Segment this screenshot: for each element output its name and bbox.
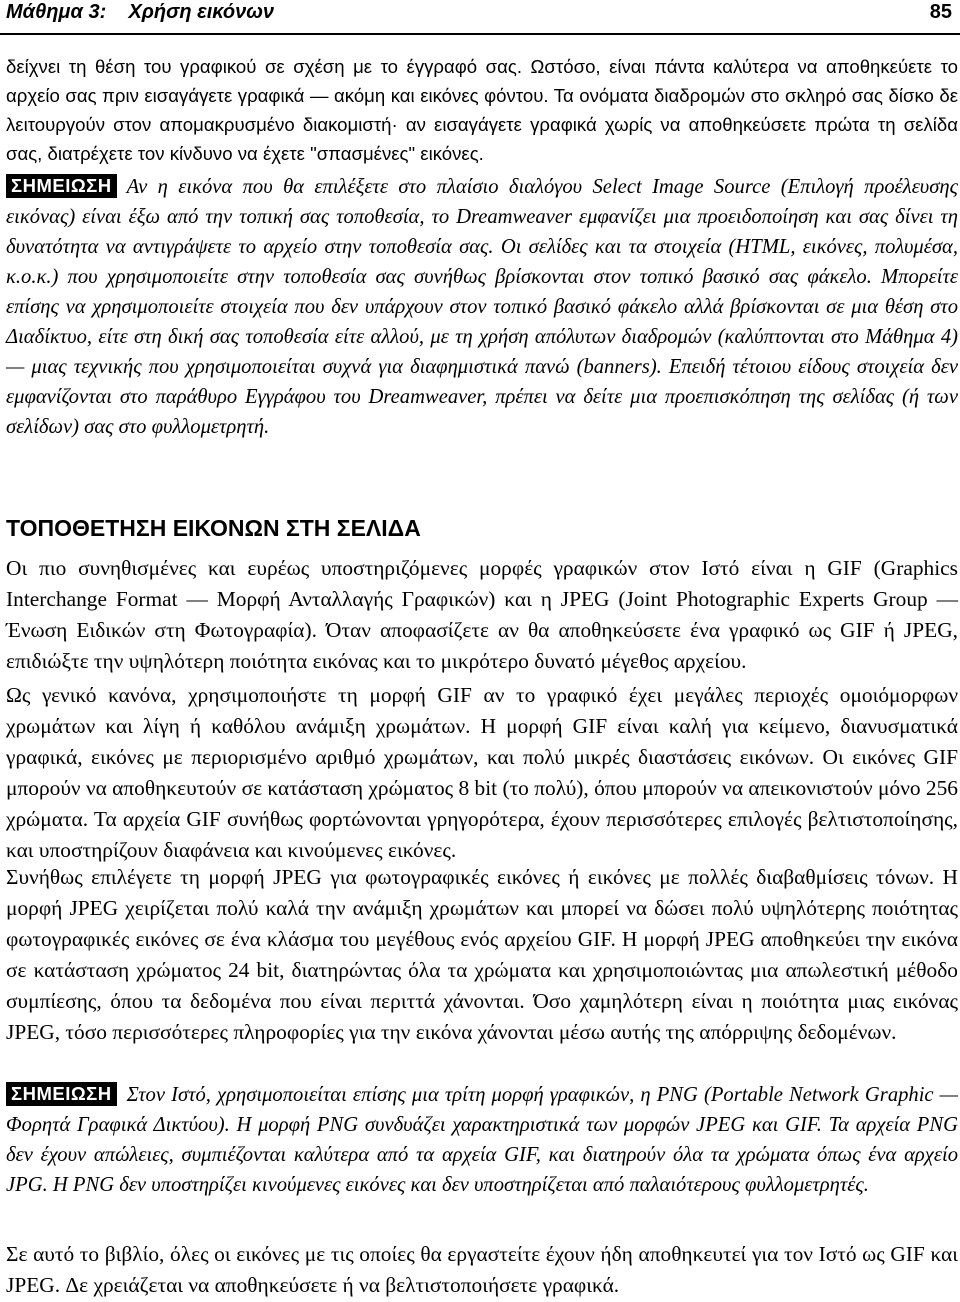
note-badge: ΣΗΜΕΙΩΣΗ: [6, 1082, 117, 1106]
header-rule: [0, 33, 960, 35]
chapter-title: Μάθημα 3: Χρήση εικόνων: [6, 1, 275, 23]
note-one: [6, 172, 958, 442]
page-number: 85: [929, 1, 952, 23]
note-two-text: Στον Ιστό, χρησιμοποιείται επίσης μια τρίτη μορφή γραφικών, η PNG (Portable Network Graphic — Φορητά Γραφικά Δικτύου). Η μορφή PNG συνδυάζει χαρακτηριστικά των μορφών JPEG και GIF. Τα αρχεία PNG δεν έχουν απώλειες, συμπιέζονται καλύτερα από τα αρχεία GIF, και διατηρούν όλα τα χρώματα όπως ένα αρχείο JPG. Η PNG δεν υποστηρίζει κινούμενες εικόνες και δεν υποστηρίζεται από παλαιότερους φυλλομετρητές.: [6, 1084, 958, 1196]
closing-paragraph: Σε αυτό το βιβλίο, όλες οι εικόνες με τις οποίες θα εργαστείτε έχουν ήδη αποθηκευτεί για τον Ιστό ως GIF και JPEG. Δε χρειάζεται να αποθηκεύσετε ή να βελτιστοποιήσετε γραφικά.: [6, 1242, 958, 1297]
intro-paragraph: δείχνει τη θέση του γραφικού σε σχέση με το έγγραφό σας. Ωστόσο, είναι πάντα καλύτερα να αποθηκεύετε το αρχείο σας πριν εισαγάγετε γραφικά — ακόμη και εικόνες φόντου. Τα ονόματα διαδρομών στο σκληρό σας δίσκο δε λειτουργούν στον απομακρυσμένο διακομιστή· αν εισαγάγετε γραφικά χωρίς να αποθηκεύσετε πρώτα τη σελίδα σας, διατρέχετε τον κίνδυνο να έχετε "σπασμένες" εικόνες.: [6, 56, 958, 164]
body-paragraph: Οι πιο συνηθισμένες και ευρέως υποστηριζόμενες μορφές γραφικών στον Ιστό είναι η GIF (Graphics Interchange Format — Μορφή Ανταλλαγής Γραφικών) και η JPEG (Joint Photographic Experts Group — Ένωση Ειδικών στη Φωτογραφία). Όταν αποφασίζετε αν θα αποθηκεύσετε ένα γραφικό ως GIF ή JPEG, επιδιώξτε την υψηλότερη ποιότητα εικόνας και το μικρότερο δυνατό μέγεθος αρχείου.: [6, 556, 958, 673]
note-badge: ΣΗΜΕΙΩΣΗ: [6, 174, 117, 198]
body-paragraph: Ως γενικό κανόνα, χρησιμοποιήστε τη μορφή GIF αν το γραφικό έχει μεγάλες περιοχές ομοιόμορφων χρωμάτων και λίγη ή καθόλου ανάμιξη χρωμάτων. Η μορφή GIF είναι καλή για κείμενο, διανυσματικά γραφικά, εικόνες με περιορισμένο αριθμό χρωμάτων, και πολύ μικρές διαστάσεις εικόνων. Οι εικόνες GIF μπορούν να αποθηκευτούν σε κατάσταση χρώματος 8 bit (το πολύ), όπου μπορούν να απεικονιστούν μόνο 256 χρώματα. Τα αρχεία GIF συνήθως φορτώνονται γρηγορότερα, έχουν περισσότερες επιλογές βελτιστοποίησης, και υποστηρίζουν διαφάνεια και κινούμενες εικόνες.: [6, 683, 958, 862]
page-header: [6, 0, 952, 32]
note-two: [6, 1080, 958, 1200]
section-heading: ΤΟΠΟΘΕΤΗΣΗ ΕΙΚΟΝΩΝ ΣΤΗ ΣΕΛΙΔΑ: [6, 515, 421, 541]
body-paragraph: Συνήθως επιλέγετε τη μορφή JPEG για φωτογραφικές εικόνες ή εικόνες με πολλές διαβαθμίσεις τόνων. Η μορφή JPEG χειρίζεται πολύ καλά την ανάμιξη χρωμάτων και μπορεί να δώσει πολύ υψηλότερης ποιότητας φωτογραφικές εικόνες σε ένα κλάσμα του μεγέθους ενός αρχείου GIF. Η μορφή JPEG αποθηκεύει την εικόνα σε κατάσταση χρώματος 24 bit, διατηρώντας όλα τα χρώματα και χρησιμοποιώντας μια απωλεστική μέθοδο συμπίεσης, όπου τα δεδομένα που είναι περιττά χάνονται. Όσο χαμηλότερη είναι η ποιότητα μιας εικόνας JPEG, τόσο περισσότερες πληροφορίες για την εικόνα χάνονται μέσω αυτής της απόρριψης δεδομένων.: [6, 865, 958, 1044]
note-one-text: Αν η εικόνα που θα επιλέξετε στο πλαίσιο διαλόγου Select Image Source (Επιλογή προέλευσης εικόνας) είναι έξω από την τοπική σας τοποθεσία, το Dreamweaver εμφανίζει μια προειδοποίηση και σας δίνει τη δυνατότητα να αντιγράψετε το αρχείο στην τοποθεσία σας. Οι σελίδες και τα στοιχεία (HTML, εικόνες, πολυμέσα, κ.ο.κ.) που χρησιμοποιείτε στην τοποθεσία σας συνήθως βρίσκονται στον τοπικό βασικό σας φάκελο. Μπορείτε επίσης να χρησιμοποιείτε στοιχεία που δεν υπάρχουν στον τοπικό βασικό φάκελο αλλά βρίσκονται σε μια θέση στο Διαδίκτυο, είτε στη δική σας τοποθεσία είτε αλλού, με τη χρήση απόλυτων διαδρομών (καλύπτονται στο Μάθημα 4) — μιας τεχνικής που χρησιμοποιείται συχνά για διαφημιστικά πανώ (banners). Επειδή τέτοιου είδους στοιχεία δεν εμφανίζονται στο παράθυρο Εγγράφου του Dreamweaver, πρέπει να δείτε μια προεπισκόπηση της σελίδας (ή των σελίδων) σας στο φυλλομετρητή.: [6, 176, 958, 438]
